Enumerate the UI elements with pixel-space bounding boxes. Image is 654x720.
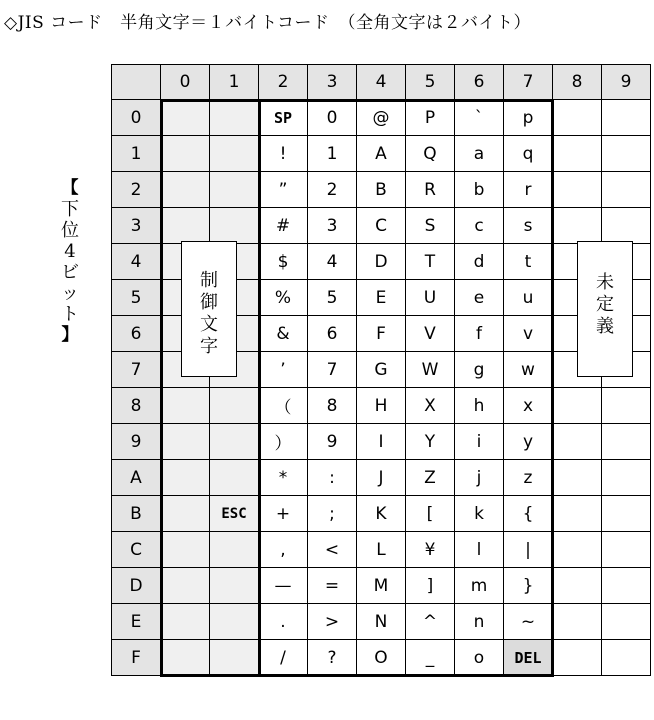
row-header: F bbox=[112, 640, 161, 676]
character-cell: o bbox=[455, 640, 504, 676]
table-row bbox=[112, 172, 651, 208]
character-cell: v bbox=[504, 316, 553, 352]
character-cell: . bbox=[259, 604, 308, 640]
control-characters-label bbox=[181, 241, 237, 377]
table-row bbox=[112, 424, 651, 460]
column-header: 3 bbox=[308, 65, 357, 100]
corner-cell bbox=[112, 65, 161, 100]
character-cell: Z bbox=[406, 460, 455, 496]
character-cell: f bbox=[455, 316, 504, 352]
row-header: E bbox=[112, 604, 161, 640]
character-cell: F bbox=[357, 316, 406, 352]
control-cell bbox=[161, 172, 210, 208]
character-cell: X bbox=[406, 388, 455, 424]
character-cell: & bbox=[259, 316, 308, 352]
page-heading: ◇JIS コード 半角文字＝１バイトコード （全角文字は２バイト） bbox=[4, 13, 531, 33]
undefined-cell bbox=[553, 568, 602, 604]
side-label-char: 位 bbox=[61, 220, 79, 241]
character-cell: W bbox=[406, 352, 455, 388]
lower-4-bits-label bbox=[55, 178, 85, 346]
character-cell: ! bbox=[259, 136, 308, 172]
character-cell: = bbox=[308, 568, 357, 604]
undefined-cell bbox=[602, 640, 651, 676]
character-cell: @ bbox=[357, 100, 406, 136]
character-cell: B bbox=[357, 172, 406, 208]
undefined-cell bbox=[602, 424, 651, 460]
character-cell: # bbox=[259, 208, 308, 244]
character-cell: E bbox=[357, 280, 406, 316]
undefined-cell bbox=[553, 388, 602, 424]
character-cell: ~ bbox=[504, 604, 553, 640]
control-region-divider bbox=[258, 99, 261, 677]
table-row bbox=[112, 568, 651, 604]
character-cell: r bbox=[504, 172, 553, 208]
character-cell: K bbox=[357, 496, 406, 532]
character-cell: , bbox=[259, 532, 308, 568]
character-cell: （ bbox=[259, 388, 308, 424]
character-cell: x bbox=[504, 388, 553, 424]
undefined-cell bbox=[602, 100, 651, 136]
character-cell: A bbox=[357, 136, 406, 172]
control-cell bbox=[161, 604, 210, 640]
character-cell: SP bbox=[259, 100, 308, 136]
character-cell: L bbox=[357, 532, 406, 568]
character-cell: k bbox=[455, 496, 504, 532]
character-cell: O bbox=[357, 640, 406, 676]
control-label-char: 字 bbox=[200, 336, 218, 357]
character-cell: : bbox=[308, 460, 357, 496]
character-cell: 6 bbox=[308, 316, 357, 352]
character-cell: ¥ bbox=[406, 532, 455, 568]
control-cell bbox=[161, 460, 210, 496]
character-cell: — bbox=[259, 568, 308, 604]
control-cell bbox=[210, 532, 259, 568]
character-cell: i bbox=[455, 424, 504, 460]
column-header: 1 bbox=[210, 65, 259, 100]
control-cell bbox=[210, 100, 259, 136]
character-cell: > bbox=[308, 604, 357, 640]
character-cell: 5 bbox=[308, 280, 357, 316]
character-cell: 0 bbox=[308, 100, 357, 136]
row-header: 2 bbox=[112, 172, 161, 208]
character-cell: ` bbox=[455, 100, 504, 136]
character-cell: [ bbox=[406, 496, 455, 532]
control-label-char: 文 bbox=[200, 314, 218, 335]
side-label-char: ッ bbox=[61, 283, 79, 304]
table-row bbox=[112, 100, 651, 136]
column-header: 2 bbox=[259, 65, 308, 100]
undefined-cell bbox=[602, 532, 651, 568]
control-cell bbox=[210, 172, 259, 208]
row-header: 5 bbox=[112, 280, 161, 316]
character-cell: + bbox=[259, 496, 308, 532]
side-label-char: ト bbox=[61, 304, 79, 325]
character-cell: ” bbox=[259, 172, 308, 208]
row-header: 9 bbox=[112, 424, 161, 460]
character-cell: J bbox=[357, 460, 406, 496]
side-label-char: ビ bbox=[61, 262, 79, 283]
character-cell: _ bbox=[406, 640, 455, 676]
undefined-cell bbox=[553, 532, 602, 568]
character-cell: s bbox=[504, 208, 553, 244]
undefined-label-char: 未 bbox=[596, 272, 614, 293]
undefined-label-char: 義 bbox=[596, 316, 614, 337]
character-cell: q bbox=[504, 136, 553, 172]
character-cell: a bbox=[455, 136, 504, 172]
character-cell: 9 bbox=[308, 424, 357, 460]
row-header: 6 bbox=[112, 316, 161, 352]
undefined-cell bbox=[602, 604, 651, 640]
column-header: 0 bbox=[161, 65, 210, 100]
row-header: B bbox=[112, 496, 161, 532]
undefined-cell bbox=[553, 100, 602, 136]
column-header: 5 bbox=[406, 65, 455, 100]
character-cell: < bbox=[308, 532, 357, 568]
undefined-cell bbox=[553, 172, 602, 208]
character-cell: y bbox=[504, 424, 553, 460]
character-cell: % bbox=[259, 280, 308, 316]
character-cell: ’ bbox=[259, 352, 308, 388]
table-row bbox=[112, 388, 651, 424]
table-row bbox=[112, 604, 651, 640]
character-cell: H bbox=[357, 388, 406, 424]
character-cell: I bbox=[357, 424, 406, 460]
character-cell: R bbox=[406, 172, 455, 208]
character-cell: C bbox=[357, 208, 406, 244]
character-cell: l bbox=[455, 532, 504, 568]
character-cell: * bbox=[259, 460, 308, 496]
character-cell: b bbox=[455, 172, 504, 208]
close-bracket: 】 bbox=[61, 325, 79, 345]
control-cell bbox=[161, 136, 210, 172]
esc-cell: ESC bbox=[210, 496, 259, 532]
undefined-cell bbox=[553, 496, 602, 532]
undefined-cell bbox=[602, 172, 651, 208]
character-cell: U bbox=[406, 280, 455, 316]
control-label-char: 制 bbox=[200, 270, 218, 291]
control-cell bbox=[161, 496, 210, 532]
undefined-cell bbox=[553, 424, 602, 460]
row-header: 1 bbox=[112, 136, 161, 172]
undefined-cell bbox=[553, 604, 602, 640]
undefined-label bbox=[577, 241, 633, 377]
column-header: 7 bbox=[504, 65, 553, 100]
open-bracket: 【 bbox=[61, 178, 79, 198]
character-cell: 3 bbox=[308, 208, 357, 244]
control-cell bbox=[210, 388, 259, 424]
table-row bbox=[112, 136, 651, 172]
row-header: A bbox=[112, 460, 161, 496]
control-cell bbox=[210, 424, 259, 460]
character-cell: j bbox=[455, 460, 504, 496]
character-cell: DEL bbox=[504, 640, 553, 676]
character-cell: p bbox=[504, 100, 553, 136]
row-header: 7 bbox=[112, 352, 161, 388]
character-cell: 1 bbox=[308, 136, 357, 172]
character-cell: ; bbox=[308, 496, 357, 532]
side-label-char: 4 bbox=[64, 241, 76, 262]
character-cell: z bbox=[504, 460, 553, 496]
table-row bbox=[112, 496, 651, 532]
character-cell: } bbox=[504, 568, 553, 604]
table-row bbox=[112, 208, 651, 244]
undefined-cell bbox=[602, 496, 651, 532]
undefined-cell bbox=[602, 136, 651, 172]
control-label-char: 御 bbox=[200, 292, 218, 313]
character-cell: ] bbox=[406, 568, 455, 604]
row-header: 3 bbox=[112, 208, 161, 244]
control-cell bbox=[161, 100, 210, 136]
character-cell: ） bbox=[259, 424, 308, 460]
column-header: 8 bbox=[553, 65, 602, 100]
character-cell: V bbox=[406, 316, 455, 352]
undefined-cell bbox=[553, 640, 602, 676]
character-cell: 8 bbox=[308, 388, 357, 424]
character-cell: 4 bbox=[308, 244, 357, 280]
character-cell: n bbox=[455, 604, 504, 640]
control-cell bbox=[161, 532, 210, 568]
undefined-cell bbox=[553, 460, 602, 496]
character-cell: g bbox=[455, 352, 504, 388]
undefined-cell bbox=[602, 388, 651, 424]
column-header: 4 bbox=[357, 65, 406, 100]
character-cell: w bbox=[504, 352, 553, 388]
control-cell bbox=[210, 460, 259, 496]
character-cell: P bbox=[406, 100, 455, 136]
character-cell: d bbox=[455, 244, 504, 280]
character-cell: ? bbox=[308, 640, 357, 676]
character-cell: c bbox=[455, 208, 504, 244]
table-row bbox=[112, 532, 651, 568]
table-row bbox=[112, 640, 651, 676]
character-cell: $ bbox=[259, 244, 308, 280]
control-cell bbox=[161, 208, 210, 244]
character-cell: 7 bbox=[308, 352, 357, 388]
character-cell: M bbox=[357, 568, 406, 604]
table-row bbox=[112, 460, 651, 496]
control-cell bbox=[210, 568, 259, 604]
row-header: C bbox=[112, 532, 161, 568]
character-cell: 2 bbox=[308, 172, 357, 208]
character-cell: Y bbox=[406, 424, 455, 460]
undefined-label-char: 定 bbox=[596, 294, 614, 315]
row-header: D bbox=[112, 568, 161, 604]
side-label-char: 下 bbox=[61, 199, 79, 220]
undefined-cell bbox=[602, 460, 651, 496]
control-cell bbox=[161, 388, 210, 424]
undefined-cell bbox=[553, 136, 602, 172]
control-cell bbox=[161, 640, 210, 676]
control-cell bbox=[210, 208, 259, 244]
character-cell: T bbox=[406, 244, 455, 280]
character-cell: G bbox=[357, 352, 406, 388]
character-cell: Q bbox=[406, 136, 455, 172]
undefined-cell bbox=[553, 208, 602, 244]
character-cell: S bbox=[406, 208, 455, 244]
character-cell: { bbox=[504, 496, 553, 532]
control-cell bbox=[161, 568, 210, 604]
character-cell: m bbox=[455, 568, 504, 604]
row-header: 4 bbox=[112, 244, 161, 280]
row-header: 8 bbox=[112, 388, 161, 424]
character-cell: h bbox=[455, 388, 504, 424]
control-cell bbox=[210, 604, 259, 640]
control-cell bbox=[210, 136, 259, 172]
character-cell: D bbox=[357, 244, 406, 280]
character-cell: t bbox=[504, 244, 553, 280]
character-cell: | bbox=[504, 532, 553, 568]
control-cell bbox=[161, 424, 210, 460]
character-cell: u bbox=[504, 280, 553, 316]
column-header: 9 bbox=[602, 65, 651, 100]
undefined-cell bbox=[602, 208, 651, 244]
character-cell: e bbox=[455, 280, 504, 316]
column-header: 6 bbox=[455, 65, 504, 100]
character-cell: ^ bbox=[406, 604, 455, 640]
control-cell bbox=[210, 640, 259, 676]
row-header: 0 bbox=[112, 100, 161, 136]
character-cell: N bbox=[357, 604, 406, 640]
column-header-row bbox=[112, 65, 651, 100]
character-cell: / bbox=[259, 640, 308, 676]
undefined-cell bbox=[602, 568, 651, 604]
